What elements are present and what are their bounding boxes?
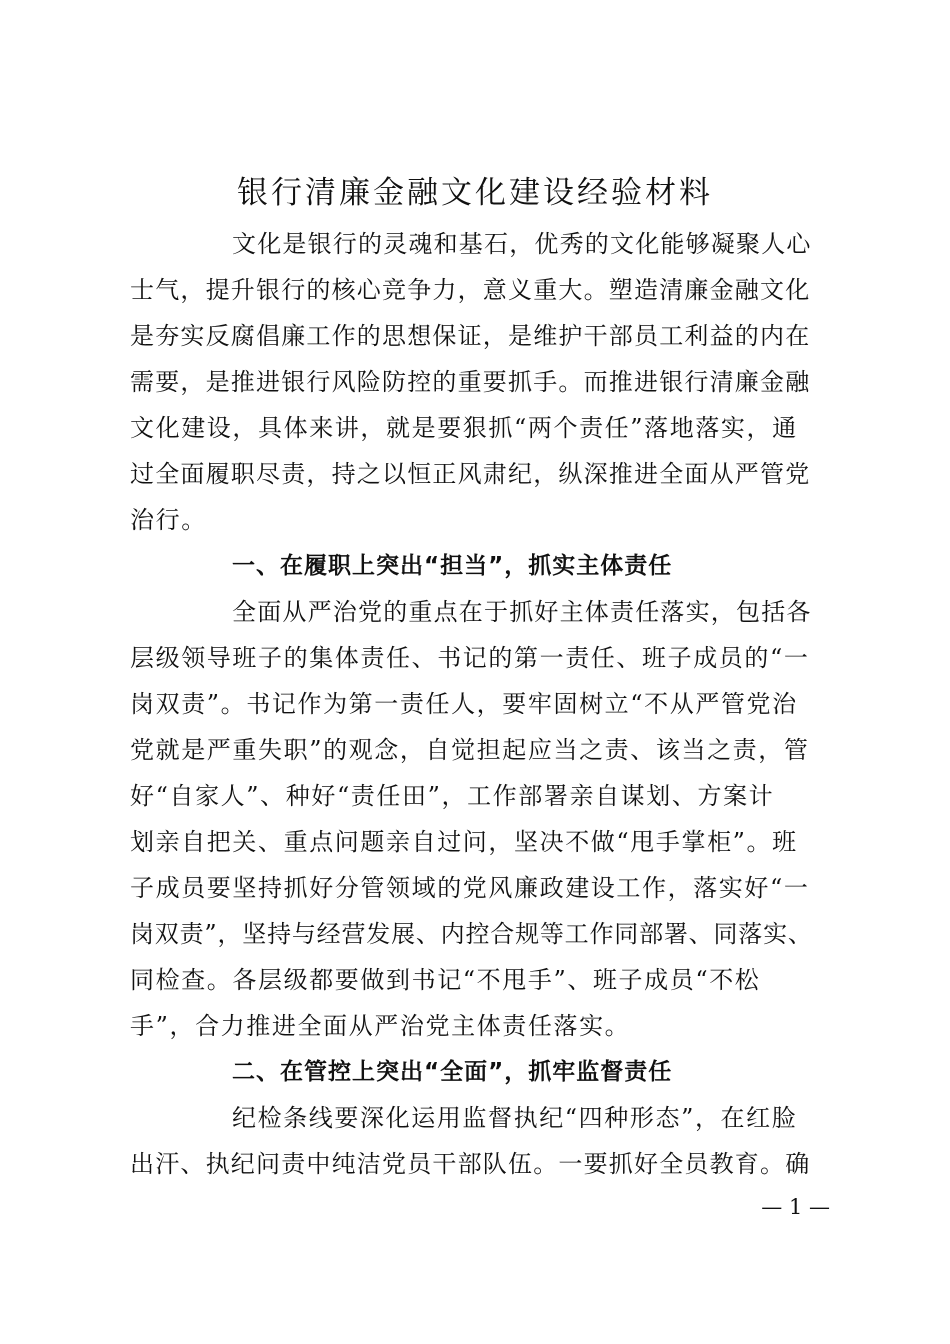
paragraph-line: 全面从严治党的重点在于抓好主体责任落实，包括各 <box>232 598 812 626</box>
paragraph-line: 出汗、执纪问责中纯洁党员干部队伍。一要抓好全员教育。确 <box>130 1150 811 1178</box>
paragraph-line: 手”，合力推进全面从严治党主体责任落实。 <box>130 1012 631 1040</box>
paragraph-line: 纪检条线要深化运用监督执纪“四种形态”，在红脸 <box>232 1104 798 1132</box>
paragraph-line: 岗双责”，坚持与经营发展、内控合规等工作同部署、同落实、 <box>130 920 813 948</box>
paragraph-line: 层级领导班子的集体责任、书记的第一责任、班子成员的“一 <box>130 644 810 672</box>
paragraph-line: 岗双责”。书记作为第一责任人，要牢固树立“不从严管党治 <box>130 690 798 718</box>
paragraph-line: 过全面履职尽责，持之以恒正风肃纪，纵深推进全面从严管党 <box>130 460 811 488</box>
section-heading: 一、在履职上突出“担当”，抓实主体责任 <box>232 553 673 579</box>
paragraph-line: 好“自家人”、种好“责任田”，工作部署亲自谋划、方案计 <box>130 782 775 810</box>
page-number: — 1 — <box>761 1195 830 1219</box>
paragraph-line: 文化是银行的灵魂和基石，优秀的文化能够凝聚人心 <box>232 230 812 258</box>
paragraph-line: 文化建设，具体来讲，就是要狠抓“两个责任”落地落实，通 <box>130 414 798 442</box>
paragraph-line: 同检查。各层级都要做到书记“不甩手”、班子成员“不松 <box>130 966 761 994</box>
section-heading: 二、在管控上突出“全面”，抓牢监督责任 <box>232 1059 673 1085</box>
paragraph-line: 是夯实反腐倡廉工作的思想保证，是维护干部员工利益的内在 <box>130 322 811 350</box>
paragraph-line: 治行。 <box>130 506 207 534</box>
document-title: 银行清廉金融文化建设经验材料 <box>237 175 713 211</box>
paragraph-line: 党就是严重失职”的观念，自觉担起应当之责、该当之责，管 <box>130 736 810 764</box>
paragraph-line: 士气，提升银行的核心竞争力，意义重大。塑造清廉金融文化 <box>130 276 811 304</box>
paragraph-line: 划亲自把关、重点问题亲自过问，坚决不做“甩手掌柜”。班 <box>130 828 798 856</box>
paragraph-line: 子成员要坚持抓好分管领域的党风廉政建设工作，落实好“一 <box>130 874 810 902</box>
paragraph-line: 需要，是推进银行风险防控的重要抓手。而推进银行清廉金融 <box>130 368 811 396</box>
